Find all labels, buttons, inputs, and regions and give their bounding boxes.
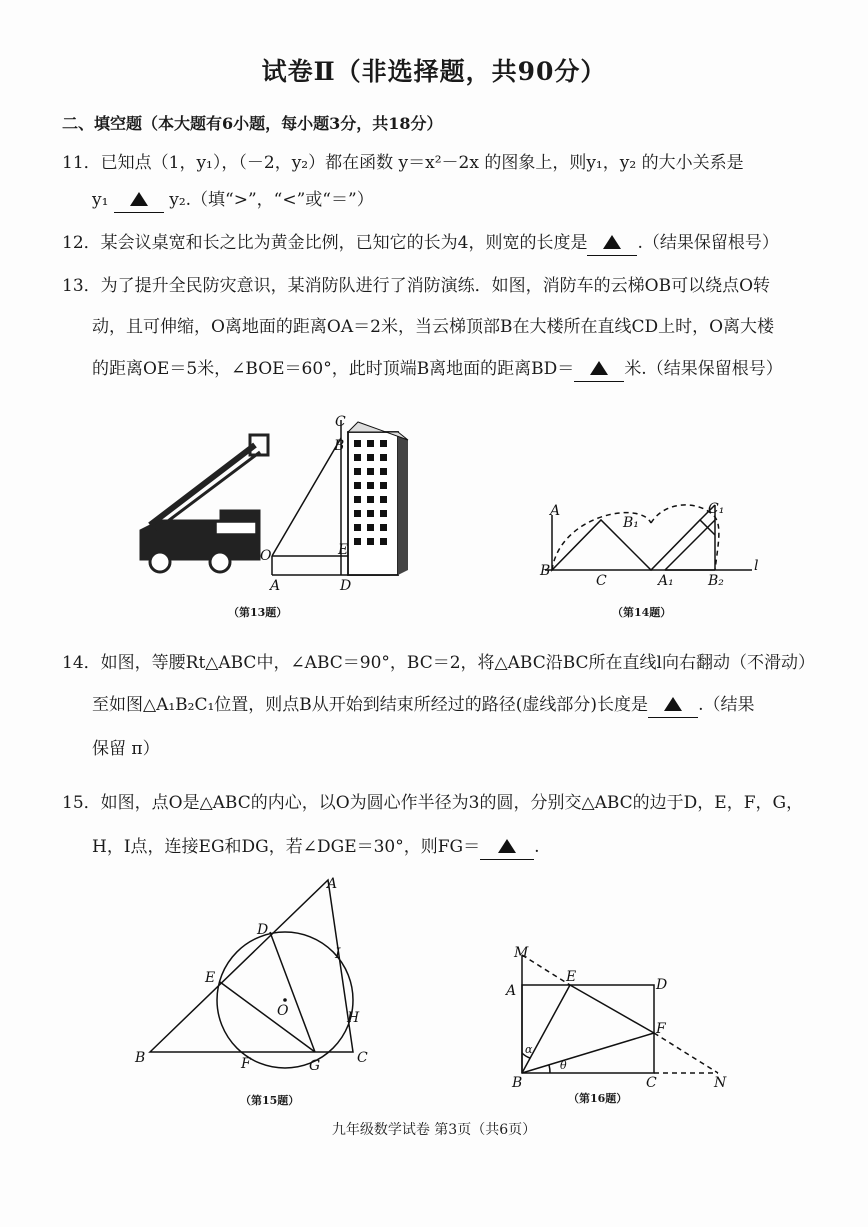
q13-number: 13． xyxy=(62,276,101,296)
label-l: l xyxy=(754,558,759,574)
answer-triangle-icon xyxy=(664,697,682,711)
label-I: I xyxy=(335,946,341,962)
q15-number: 15． xyxy=(62,793,101,813)
answer-triangle-icon xyxy=(590,361,608,375)
figure-14-caption: （第14题） xyxy=(612,606,672,619)
q11-answer-blank[interactable] xyxy=(114,189,164,213)
q13-post3: 米.（结果保留根号） xyxy=(624,359,783,379)
label-A: A xyxy=(270,578,281,594)
q13-text1: 为了提升全民防灾意识，某消防队进行了消防演练．如图，消防车的云梯OB可以绕点O转 xyxy=(100,276,771,296)
page-title: 试卷Ⅱ（非选择题，共90分） xyxy=(261,57,607,86)
q12-post: .（结果保留根号） xyxy=(637,233,779,253)
answer-triangle-icon xyxy=(603,235,621,249)
label-G: G xyxy=(309,1058,321,1074)
figure-14 xyxy=(530,495,780,590)
rectangle-ABCD xyxy=(522,985,654,1073)
label-A: A xyxy=(327,876,338,892)
q11-number: 11． xyxy=(62,153,101,173)
fire-truck-illustration xyxy=(140,435,268,572)
q13-line3 xyxy=(92,358,783,382)
label-A: A xyxy=(550,503,561,519)
q11-text: 已知点（1，y₁），（－2，y₂）都在函数 y＝x²－2x 的图象上，则y₁，y₂ 的大小关系是 xyxy=(100,153,744,173)
section-heading: 二、填空题（本大题有6小题，每小题3分，共18分） xyxy=(62,114,443,133)
figure-13 xyxy=(120,410,420,595)
label-D: D xyxy=(257,922,269,938)
q11-line1 xyxy=(62,152,744,174)
q15-pre2: H，I点，连接EG和DG，若∠DGE＝30°，则FG＝ xyxy=(92,837,481,857)
figure-15 xyxy=(125,870,385,1080)
label-D: D xyxy=(340,578,352,594)
answer-triangle-icon xyxy=(498,839,516,853)
label-B: B xyxy=(135,1050,146,1066)
q14-line3: 保留 π） xyxy=(92,739,160,759)
label-B: B xyxy=(540,563,551,579)
q13-line2: 动，且可伸缩，O离地面的距离OA＝2米，当云梯顶部B在大楼所在直线CD上时，O离大楼 xyxy=(92,317,775,337)
q11-post: y₂.（填“>”，“<”或“＝”） xyxy=(169,190,374,210)
label-B1: B₁ xyxy=(623,515,639,531)
label-H: H xyxy=(347,1010,360,1026)
label-B2: B₂ xyxy=(708,573,724,589)
label-F: F xyxy=(241,1056,251,1072)
q15-line2 xyxy=(92,836,540,860)
label-C1: C₁ xyxy=(708,501,725,517)
figure-13-caption: （第13题） xyxy=(228,606,288,619)
label-A: A xyxy=(506,983,517,999)
figure-16 xyxy=(500,945,740,1090)
q15-line1 xyxy=(62,792,803,814)
label-C: C xyxy=(646,1075,657,1090)
q14-pre2: 至如图△A₁B₂C₁位置，则点B从开始到结束所经过的路径(虚线部分)长度是 xyxy=(92,695,649,715)
label-B: B xyxy=(334,438,345,454)
q11-pre: y₁ xyxy=(92,190,109,210)
label-C: C xyxy=(357,1050,368,1066)
q13-pre3: 的距离OE＝5米，∠BOE＝60°，此时顶端B离地面的距离BD＝ xyxy=(92,359,575,379)
q13-line1 xyxy=(62,275,770,297)
triangle-ABC xyxy=(150,880,353,1052)
label-A1: A₁ xyxy=(658,573,674,589)
q12-answer-blank[interactable] xyxy=(587,232,637,256)
q14-line2 xyxy=(92,694,754,718)
label-D: D xyxy=(656,977,668,993)
q14-text1: 如图，等腰Rt△ABC中，∠ABC＝90°，BC＝2，将△ABC沿BC所在直线l向右翻动（不滑动） xyxy=(100,653,815,673)
q14-post2: .（结果 xyxy=(698,695,755,715)
label-N: N xyxy=(714,1075,727,1090)
label-C: C xyxy=(596,573,607,589)
label-M: M xyxy=(514,945,529,961)
answer-triangle-icon xyxy=(130,192,148,206)
page-footer: 九年级数学试卷 第3页（共6页） xyxy=(331,1122,537,1138)
building-illustration xyxy=(348,422,408,575)
q15-post2: . xyxy=(534,837,540,857)
q15-text1: 如图，点O是△ABC的内心，以O为圆心作半径为3的圆，分别交△ABC的边于D，E，F，G， xyxy=(100,793,804,813)
label-B: B xyxy=(512,1075,523,1090)
label-alpha: α xyxy=(525,1043,533,1056)
figure-16-caption: （第16题） xyxy=(568,1092,628,1105)
label-E: E xyxy=(205,970,216,986)
q12-line xyxy=(62,232,779,256)
q11-line2 xyxy=(92,189,374,213)
label-O: O xyxy=(260,548,272,564)
q14-line1 xyxy=(62,652,815,674)
q12-number: 12． xyxy=(62,233,101,253)
q15-answer-blank[interactable] xyxy=(480,836,534,860)
q13-answer-blank[interactable] xyxy=(574,358,624,382)
q12-pre: 某会议桌宽和长之比为黄金比例，已知它的长为4，则宽的长度是 xyxy=(100,233,588,253)
label-F: F xyxy=(656,1021,666,1037)
label-O: O xyxy=(277,1003,289,1019)
figure-15-caption: （第15题） xyxy=(240,1094,300,1107)
label-theta: θ xyxy=(560,1059,567,1072)
q14-number: 14． xyxy=(62,653,101,673)
label-E: E xyxy=(566,969,577,985)
label-E: E xyxy=(338,542,349,558)
q14-answer-blank[interactable] xyxy=(648,694,698,718)
label-C: C xyxy=(335,414,346,430)
